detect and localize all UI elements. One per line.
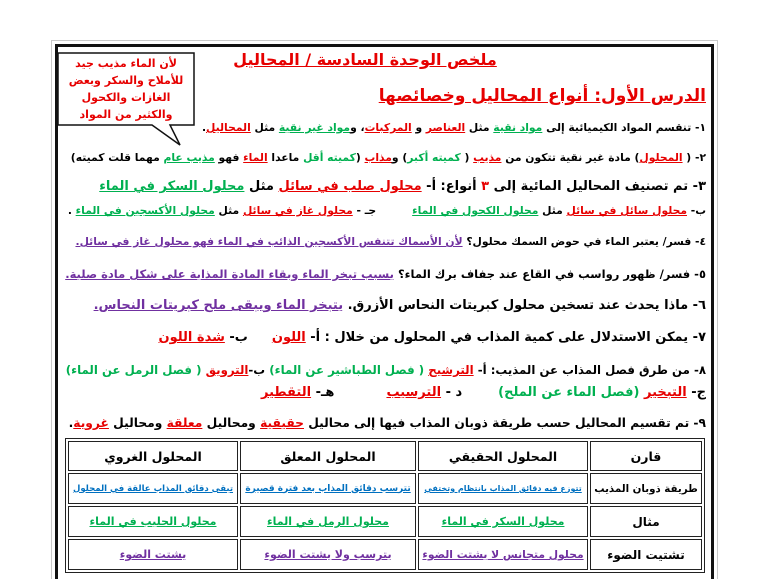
key-term: شدة اللون — [158, 330, 225, 345]
note-text: كميته أقل — [303, 151, 356, 164]
plain-text: هـ- — [311, 385, 335, 400]
key-term: مذيب — [473, 151, 502, 164]
plain-text: ) مادة غير نقية تتكون من — [501, 151, 640, 164]
key-term: المحاليل — [206, 121, 251, 134]
plain-text: ب- — [224, 330, 248, 345]
point-1 — [200, 117, 706, 139]
plain-text: جـ - — [352, 204, 377, 217]
callout-line: الغازات والكحول — [81, 91, 171, 104]
plain-text: ومحاليل — [108, 416, 167, 430]
cell-suspension-light — [240, 539, 416, 570]
page-title: ملخص الوحدة السادسة / المحاليل — [233, 50, 497, 69]
row-label-text: مثال — [632, 514, 660, 529]
cell-suspension-example — [240, 506, 416, 537]
point-6 — [64, 295, 706, 317]
point-5 — [64, 263, 706, 285]
plain-text: أنواع: أ- — [421, 179, 482, 194]
row-label-light-scattering — [590, 539, 702, 570]
point-2 — [64, 147, 706, 169]
plain-text: مهما قلت كميته) — [70, 151, 164, 164]
example-text: محلول السكر في الماء — [99, 179, 245, 194]
count-number: ٣ — [481, 179, 490, 194]
key-term: حقيقية — [260, 416, 304, 430]
plain-text: ج- — [686, 385, 706, 400]
key-term: التقطير — [261, 385, 312, 400]
point-3 — [64, 176, 706, 198]
category-term: مواد نقية — [493, 121, 543, 134]
point-7 — [64, 327, 706, 349]
cell-suspension-dissolving — [240, 473, 416, 504]
cell-text: محلول الرمل في الماء — [267, 515, 389, 528]
header-text: المحلول المعلق — [280, 448, 376, 464]
table-header-compare — [590, 441, 702, 471]
plain-text: . — [68, 416, 74, 430]
key-term: الترسيب — [386, 385, 442, 400]
key-term: اللون — [271, 330, 306, 345]
cell-colloid-dissolving — [68, 473, 238, 504]
key-term: الترشيح — [428, 363, 474, 377]
plain-text: ب- — [686, 204, 706, 217]
plain-text: ٧- يمكن الاستدلال على كمية المذاب في المحلول من خلال : أ- — [305, 330, 706, 345]
spacer — [462, 395, 498, 396]
plain-text: مثل — [214, 204, 243, 217]
answer-text: يتبخر الماء ويبقى ملح كبريتات النحاس. — [93, 298, 344, 313]
example-text: محلول الكحول في الماء — [412, 204, 539, 217]
plain-text: ٩- تم تقسيم المحاليل حسب طريقة ذوبان المذاب فيها إلى محاليل — [303, 416, 706, 430]
spacer — [248, 340, 272, 341]
plain-text: ) و — [391, 151, 408, 164]
plain-text: ٨- من طرق فصل المذاب عن المذيب: أ- — [473, 363, 706, 377]
plain-text: ٣- تم تصنيف المحاليل المائية إلى — [489, 179, 706, 194]
table-header-suspension — [240, 441, 416, 471]
header-text: المحلول الحقيقي — [448, 448, 558, 464]
key-term: معلقة — [166, 416, 203, 430]
cell-colloid-example — [68, 506, 238, 537]
key-term: المركبات — [364, 121, 412, 134]
example-text: ( فصل الرمل عن الماء) — [65, 363, 206, 377]
callout-line: والكثير من المواد — [79, 108, 173, 121]
plain-text: ومحاليل — [202, 416, 261, 430]
plain-text: ( — [355, 151, 365, 164]
row-label-example — [590, 506, 702, 537]
spacer — [376, 213, 412, 214]
plain-text: مثل — [538, 204, 567, 217]
plain-text: ١- تنقسم المواد الكيميائية إلى — [542, 121, 706, 134]
plain-text: د - — [441, 385, 463, 400]
cell-true-dissolving — [418, 473, 588, 504]
callout-line: للأملاح والسكر وبعض — [68, 74, 184, 87]
key-term: محلول غاز في سائل — [242, 204, 353, 217]
plain-text: ٢- ( — [682, 151, 706, 164]
spacer — [334, 395, 386, 396]
point-8-continued — [64, 382, 706, 404]
cell-text: يشتت الضوء — [119, 548, 187, 561]
row-label-text: تشتيت الضوء — [607, 547, 685, 562]
question-text: ٤- فسر/ يعتبر الماء في حوض السمك محلول؟ — [462, 235, 706, 248]
point-4 — [64, 231, 706, 253]
plain-text: . — [67, 204, 76, 217]
cell-text: محلول الحليب في الماء — [89, 515, 217, 528]
key-term: غروية — [73, 416, 109, 430]
key-term: التبخير — [643, 385, 687, 400]
point-9 — [64, 412, 706, 434]
plain-text: ب- — [248, 363, 270, 377]
note-text: مذيب عام — [163, 151, 215, 164]
cell-true-example — [418, 506, 588, 537]
key-term: الماء — [243, 151, 268, 164]
key-term: محلول سائل في سائل — [566, 204, 687, 217]
plain-text: ، و — [350, 121, 365, 134]
answer-text: بسبب تبخر الماء وبقاء المادة المذابة على شكل مادة صلبة. — [65, 267, 394, 281]
header-text: قارن — [630, 448, 662, 464]
key-term: العناصر — [425, 121, 466, 134]
cell-text: تبقى دقائق المذاب عالقة في المحلول — [72, 483, 234, 494]
plain-text: و — [411, 121, 426, 134]
plain-text: . — [201, 121, 207, 134]
cell-text: يترسب ولا يشتت الضوء — [264, 548, 392, 561]
lesson-title: الدرس الأول: أنواع المحاليل وخصائصها — [378, 86, 706, 106]
plain-text: ( — [460, 151, 474, 164]
cell-colloid-light — [68, 539, 238, 570]
category-term: مواد غير نقية — [278, 121, 351, 134]
plain-text: فهو — [214, 151, 244, 164]
callout-note — [60, 55, 192, 123]
key-term: محلول صلب في سائل — [278, 179, 422, 194]
key-term: مذاب — [364, 151, 392, 164]
table-header-colloid — [68, 441, 238, 471]
row-label-text: طريقة ذوبان المذيب — [594, 482, 698, 495]
point-8 — [64, 359, 706, 381]
example-text: محلول الأكسجين في الماء — [75, 204, 215, 217]
plain-text: مثل — [244, 179, 279, 194]
plain-text: مثل — [250, 121, 279, 134]
point-3-continued — [64, 200, 706, 222]
cell-text: تتوزع فيه دقائق المذاب بانتظام وتختفي — [424, 484, 582, 493]
plain-text: مثل — [465, 121, 494, 134]
question-text: ٦- ماذا يحدث عند تسخين محلول كبريتات النحاس الأزرق. — [343, 298, 706, 313]
comparison-table — [65, 438, 705, 573]
cell-text: تترسب دقائق المذاب بعد فترة قصيرة — [245, 483, 411, 494]
example-text: ( فصل الطباشير عن الماء) — [269, 363, 429, 377]
example-text: (فصل الماء عن الملح) — [498, 385, 644, 400]
answer-text: لأن الأسماك تتنفس الأكسجين الذائب في الماء فهو محلول غاز في سائل. — [75, 235, 463, 248]
row-label-dissolving-method — [590, 473, 702, 504]
cell-true-light — [418, 539, 588, 570]
callout-line: لأن الماء مذيب جيد — [75, 57, 177, 70]
cell-text: محلول السكر في الماء — [441, 515, 565, 528]
plain-text: ماعدا — [267, 151, 304, 164]
question-text: ٥- فسر/ ظهور رواسب في القاع عند جفاف برك الماء؟ — [393, 267, 706, 281]
key-term: الترويق — [205, 363, 249, 377]
note-text: كميته أكبر — [407, 151, 461, 164]
table-header-true-solution — [418, 441, 588, 471]
header-text: المحلول الغروي — [104, 448, 202, 464]
key-term: المحلول — [639, 151, 683, 164]
cell-text: محلول متجانس لا يشتت الضوء — [422, 548, 584, 561]
